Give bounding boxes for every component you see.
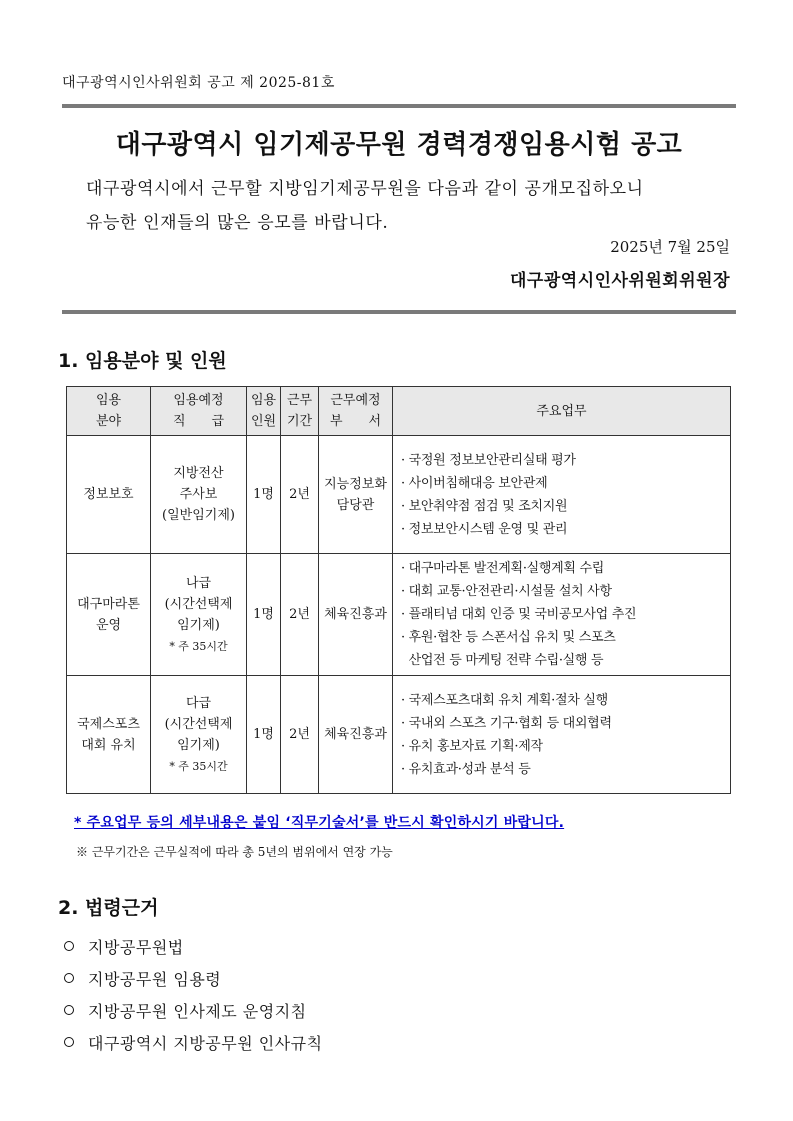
job-description-notice: * 주요업무 등의 세부내용은 붙임 ‘직무기술서’를 반드시 확인하시기 바랍니다. <box>74 815 565 831</box>
list-item: 지방공무원 임용령 <box>64 962 323 994</box>
count-cell: 1명 <box>247 676 281 794</box>
period-cell: 2년 <box>281 436 319 554</box>
extension-note: ※ 근무기간은 근무실적에 따라 총 5년의 범위에서 연장 가능 <box>76 845 393 859</box>
top-rule <box>62 104 736 108</box>
department-cell: 체육진흥과 <box>319 676 393 794</box>
field-cell: 국제스포츠 대회 유치 <box>67 676 151 794</box>
field-cell: 정보보호 <box>67 436 151 554</box>
notice-number: 대구광역시인사위원회 공고 제 2025-81호 <box>62 75 335 91</box>
legal-basis-list <box>64 930 323 1058</box>
period-cell: 2년 <box>281 676 319 794</box>
department-cell: 체육진흥과 <box>319 554 393 676</box>
page-title: 대구광역시 임기제공무원 경력경쟁임용시험 공고 <box>115 130 683 160</box>
grade-cell: 지방전산 주사보 (일반임기제) <box>151 436 247 554</box>
intro-text <box>86 172 736 240</box>
period-cell: 2년 <box>281 554 319 676</box>
count-cell: 1명 <box>247 436 281 554</box>
grade-cell: 다급 (시간선택제 임기제) * 주 35시간 <box>151 676 247 794</box>
column-header: 근무예정 부 서 <box>319 387 393 436</box>
table-row <box>67 676 731 794</box>
intro-line: 대구광역시에서 근무할 지방임기제공무원을 다음과 같이 공개모집하오니 <box>86 179 644 199</box>
intro-line: 유능한 인재들의 많은 응모를 바랍니다. <box>86 213 389 233</box>
duties-cell: · 대구마라톤 발전계획·실행계획 수립 · 대회 교통·안전관리·시설물 설치 사항 · 플래티넘 대회 인증 및 국비공모사업 추진 · 후원·협찬 등 스폰서십 유치 및 스포츠 산업전 등 마케팅 전략 수립·실행 등 <box>393 554 731 676</box>
section-heading-positions: 1. 임용분야 및 인원 <box>58 350 227 372</box>
list-item: 대구광역시 지방공무원 인사규칙 <box>64 1026 323 1058</box>
list-item: 지방공무원법 <box>64 930 323 962</box>
circle-bullet-icon <box>64 941 74 951</box>
column-header: 임용예정 직 급 <box>151 387 247 436</box>
section-heading-legal-basis: 2. 법령근거 <box>58 897 159 919</box>
circle-bullet-icon <box>64 973 74 983</box>
notice-date: 2025년 7월 25일 <box>610 238 730 256</box>
issuer: 대구광역시인사위원회위원장 <box>510 271 730 291</box>
bottom-rule <box>62 310 736 314</box>
column-header: 주요업무 <box>393 387 731 436</box>
column-header: 임용 인원 <box>247 387 281 436</box>
duties-cell: · 국제스포츠대회 유치 계획·절차 실행 · 국내외 스포츠 기구·협회 등 대외협력 · 유치 홍보자료 기획·제작 · 유치효과·성과 분석 등 <box>393 676 731 794</box>
field-cell: 대구마라톤 운영 <box>67 554 151 676</box>
column-header: 임용 분야 <box>67 387 151 436</box>
table-row <box>67 436 731 554</box>
count-cell: 1명 <box>247 554 281 676</box>
column-header: 근무 기간 <box>281 387 319 436</box>
duties-cell: · 국정원 정보보안관리실태 평가 · 사이버침해대응 보안관제 · 보안취약점 점검 및 조치지원 · 정보보안시스템 운영 및 관리 <box>393 436 731 554</box>
list-item: 지방공무원 인사제도 운영지침 <box>64 994 323 1026</box>
table-row <box>67 554 731 676</box>
positions-table <box>66 386 731 794</box>
circle-bullet-icon <box>64 1005 74 1015</box>
table-header-row <box>67 387 731 436</box>
grade-cell: 나급 (시간선택제 임기제) * 주 35시간 <box>151 554 247 676</box>
department-cell: 지능정보화 담당관 <box>319 436 393 554</box>
circle-bullet-icon <box>64 1037 74 1047</box>
